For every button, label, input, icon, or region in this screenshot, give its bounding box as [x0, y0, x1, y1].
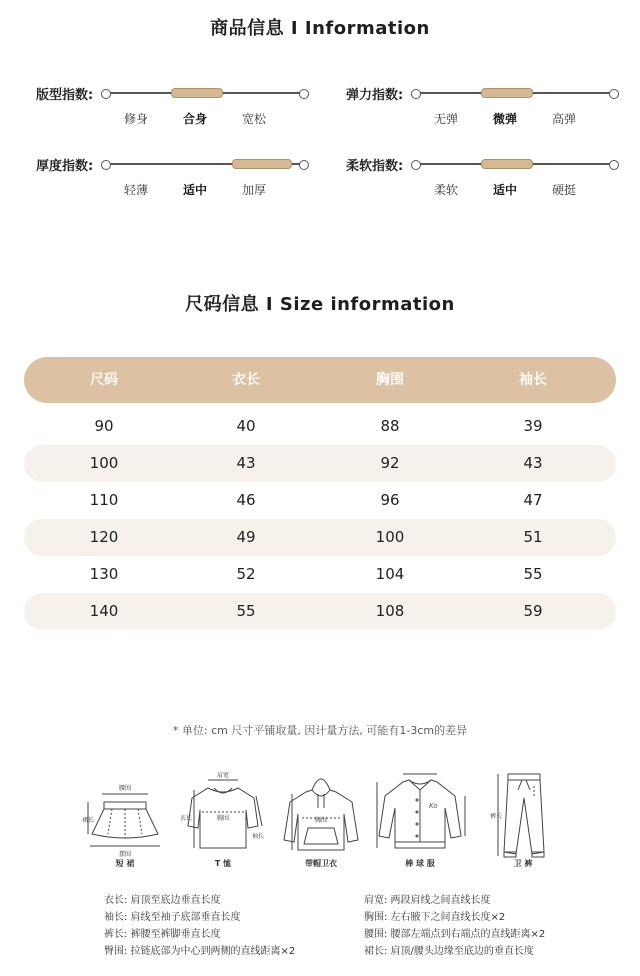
- label-hem: 摆围: [118, 851, 132, 858]
- index-option-selected: 微弹: [492, 112, 517, 126]
- table-cell: 110: [89, 491, 119, 509]
- label-sleeve: 袖长: [252, 833, 265, 840]
- baseball-jacket-diagram: [373, 768, 468, 868]
- legend-item: 肩宽: 两段肩线之间直线长度: [364, 895, 491, 906]
- sweatpants-diagram: [488, 768, 558, 868]
- caption-baseball-jacket: 棒 球 服: [405, 859, 435, 868]
- table-cell: 40: [236, 417, 256, 435]
- legend-item: 裤长: 裤腰至裤脚垂直长度: [104, 929, 221, 940]
- table-cell: 90: [94, 417, 114, 435]
- measurement-note: [0, 722, 640, 738]
- table-cell: 46: [236, 491, 256, 509]
- index-option: 柔软: [433, 183, 458, 197]
- table-cell: 100: [89, 454, 119, 472]
- index-label: 柔软指数:: [346, 159, 404, 174]
- index-option-selected: 适中: [492, 183, 517, 197]
- caption-hoodie: 带帽卫衣: [305, 859, 337, 868]
- label-pants-length: 裤长: [490, 813, 503, 820]
- table-cell: 52: [236, 565, 256, 583]
- size-info-title: 尺码信息 I Size information: [185, 294, 455, 315]
- legend-item: 袖长: 肩线至袖子底部垂直长度: [104, 912, 241, 923]
- table-cell: 140: [89, 602, 119, 620]
- index-option: 宽松: [241, 112, 266, 126]
- caption-sweatpants: 卫 裤: [513, 859, 533, 868]
- table-cell: 88: [380, 417, 400, 435]
- table-cell: 120: [89, 528, 119, 546]
- table-cell: 92: [380, 454, 400, 472]
- label-body-length: 衣长: [180, 815, 193, 822]
- product-info-title: 商品信息 I Information: [210, 18, 430, 39]
- legend-item: 臀围: 拉链底部为中心到两侧的直线距离×2: [104, 946, 296, 957]
- hoodie-diagram: [276, 768, 366, 868]
- index-indicator: [481, 88, 533, 98]
- table-cell: 39: [523, 417, 543, 435]
- index-option: 轻薄: [123, 183, 148, 197]
- legend-item: 裙长: 肩顶/腰头边缘至底边的垂直长度: [364, 946, 534, 957]
- size-table-header: [24, 357, 616, 403]
- table-cell: 43: [236, 454, 256, 472]
- column-header-length: 衣长: [232, 372, 260, 388]
- label-chest: 胸围: [314, 817, 328, 824]
- column-header-chest: 胸围: [376, 372, 404, 388]
- table-cell: 108: [375, 602, 405, 620]
- tshirt-diagram: [178, 768, 268, 868]
- skirt-diagram: [80, 768, 170, 868]
- label-chest: 胸围: [216, 815, 230, 822]
- legend-item: 胸围: 左右腋下之间直线长度×2: [364, 912, 506, 923]
- index-option-selected: 适中: [182, 183, 207, 197]
- table-row: [24, 408, 616, 445]
- index-option: 无弹: [433, 112, 458, 126]
- table-cell: 49: [236, 528, 256, 546]
- table-cell: 130: [89, 565, 119, 583]
- column-header-sleeve: 袖长: [519, 372, 547, 388]
- index-option: 高弹: [551, 112, 576, 126]
- index-option: 加厚: [241, 183, 266, 197]
- label-skirt-length: 裙长: [82, 817, 95, 824]
- legend-item: 腰围: 腰部左端点到右端点的直线距离×2: [364, 929, 546, 940]
- table-cell: 51: [523, 528, 543, 546]
- index-label: 弹力指数:: [346, 88, 404, 103]
- table-cell: 43: [523, 454, 543, 472]
- table-cell: 47: [523, 491, 543, 509]
- table-cell: 100: [375, 528, 405, 546]
- table-row: [24, 556, 616, 593]
- table-cell: 96: [380, 491, 400, 509]
- index-option: 修身: [123, 112, 148, 126]
- index-option-selected: 合身: [182, 112, 207, 126]
- index-indicator: [481, 159, 533, 169]
- table-row: [24, 445, 616, 482]
- table-row: [24, 482, 616, 519]
- table-cell: 59: [523, 602, 543, 620]
- note-star: *: [172, 724, 179, 737]
- index-label: 厚度指数:: [36, 159, 94, 174]
- table-cell: 55: [236, 602, 256, 620]
- table-row: [24, 593, 616, 630]
- table-cell: 104: [375, 565, 405, 583]
- label-waist: 腰围: [118, 785, 132, 792]
- index-label: 版型指数:: [36, 88, 94, 103]
- table-cell: 55: [523, 565, 543, 583]
- note-text: 单位: cm 尺寸平铺取量, 因计量方法, 可能有1-3cm的差异: [181, 724, 468, 737]
- legend-item: 衣长: 肩顶至底边垂直长度: [104, 895, 221, 906]
- label-shoulder: 肩宽: [216, 772, 230, 779]
- caption-skirt: 短 裙: [115, 859, 135, 868]
- index-option: 硬挺: [551, 183, 576, 197]
- caption-tshirt: T 恤: [214, 859, 232, 868]
- column-header-size: 尺码: [90, 372, 118, 388]
- table-row: [24, 519, 616, 556]
- svg-text:Ko: Ko: [429, 802, 438, 810]
- index-indicator: [171, 88, 223, 98]
- index-indicator: [232, 159, 292, 169]
